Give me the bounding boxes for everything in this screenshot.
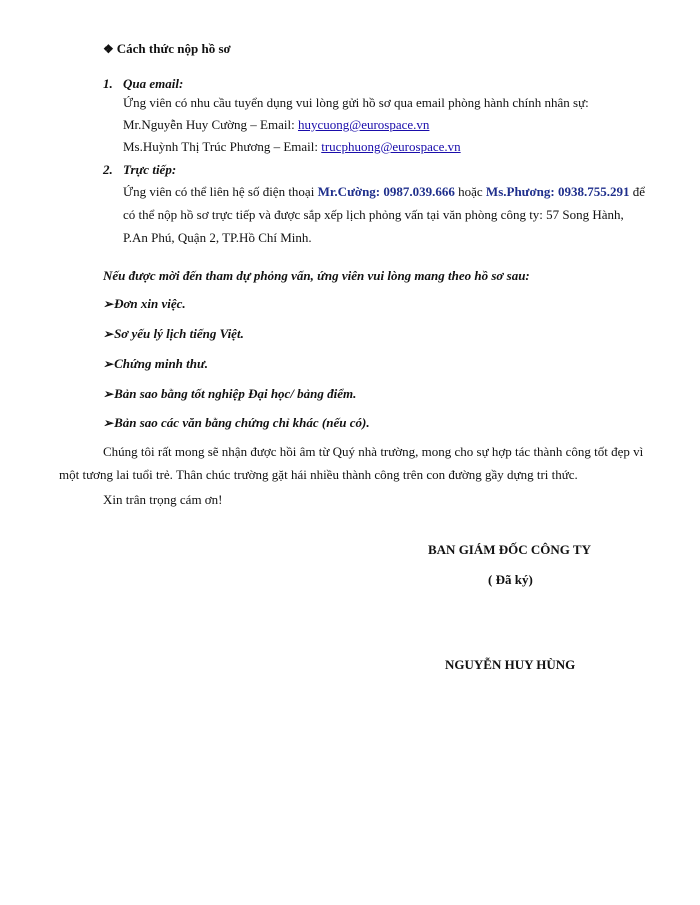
document-item-text: Chứng minh thư.: [114, 356, 209, 371]
document-item: [103, 356, 208, 372]
method-2-number: 2.: [103, 162, 113, 177]
phone-2-name: Ms.Phương:: [485, 184, 555, 199]
method-1-intro: Ứng viên có nhu cầu tuyển dụng vui lòng gửi hồ sơ qua email phòng hành chính nhân sự:: [123, 95, 589, 110]
method-2-line-2: có thể nộp hồ sơ trực tiếp và được sắp xếp lịch phỏng vấn tại văn phòng công ty: 57 Song Hành,: [123, 207, 624, 222]
method-2-title: [103, 162, 176, 178]
section-heading: [103, 41, 231, 57]
section-heading-text: Cách thức nộp hồ sơ: [116, 41, 231, 56]
arrow-bullet-icon: ➢: [103, 416, 114, 430]
phone-1-name: Mr.Cường:: [317, 184, 381, 199]
method-1-title-text: Qua email:: [123, 76, 184, 91]
document-item-text: Sơ yếu lý lịch tiếng Việt.: [114, 326, 244, 341]
document-item: [103, 296, 186, 312]
method-2-title-text: Trực tiếp:: [123, 162, 177, 177]
email-link-huycuong[interactable]: huycuong@eurospace.vn: [297, 117, 430, 132]
email-link-trucphuong[interactable]: trucphuong@eurospace.vn: [321, 139, 461, 154]
diamond-bullet-icon: ❖: [103, 42, 114, 56]
arrow-bullet-icon: ➢: [103, 297, 114, 311]
arrow-bullet-icon: ➢: [103, 327, 114, 341]
document-item-text: Bản sao các văn bằng chứng chỉ khác (nếu có).: [114, 415, 370, 430]
contact-line-1: [123, 117, 429, 133]
document-item-text: Bản sao bằng tốt nghiệp Đại học/ bảng điểm.: [114, 386, 357, 401]
method-2-line-1: [123, 184, 645, 200]
document-item: [103, 415, 370, 431]
document-item-text: Đơn xin việc.: [114, 296, 186, 311]
interview-note: Nếu được mời đến tham dự phỏng vấn, ứng viên vui lòng mang theo hồ sơ sau:: [103, 268, 530, 283]
closing-paragraph-line-2: một tương lai tuổi trẻ. Thân chúc trường gặt hái nhiều thành công trên con đường gầy dựng tri thức.: [59, 467, 578, 482]
signature-signed: ( Đã ký): [488, 572, 533, 587]
signature-name: NGUYỄN HUY HÙNG: [445, 657, 576, 672]
arrow-bullet-icon: ➢: [103, 387, 114, 401]
contact-line-2: [123, 139, 461, 155]
phone-mid-text: hoặc: [454, 184, 486, 199]
contact-2-prefix: Ms.Huỳnh Thị Trúc Phương – Email:: [123, 139, 322, 154]
phone-post-text: để: [629, 184, 646, 199]
signature-org: BAN GIÁM ĐỐC CÔNG TY: [428, 542, 591, 557]
method-2-line-3: P.An Phú, Quận 2, TP.Hồ Chí Minh.: [123, 230, 312, 245]
method-1-title: [103, 76, 183, 92]
method-1-number: 1.: [103, 76, 113, 91]
closing-paragraph-line-1: Chúng tôi rất mong sẽ nhận được hồi âm từ Quý nhà trường, mong cho sự hợp tác thành công tốt đẹp vì: [103, 444, 644, 459]
phone-2-number: 0938.755.291: [557, 184, 630, 199]
document-item: [103, 386, 356, 402]
phone-intro-text: Ứng viên có thể liên hệ số điện thoại: [123, 184, 318, 199]
phone-1-number: 0987.039.666: [383, 184, 455, 199]
contact-1-prefix: Mr.Nguyễn Huy Cường – Email:: [123, 117, 298, 132]
thanks-line: Xin trân trọng cám ơn!: [103, 492, 223, 507]
arrow-bullet-icon: ➢: [103, 357, 114, 371]
document-item: [103, 326, 244, 342]
